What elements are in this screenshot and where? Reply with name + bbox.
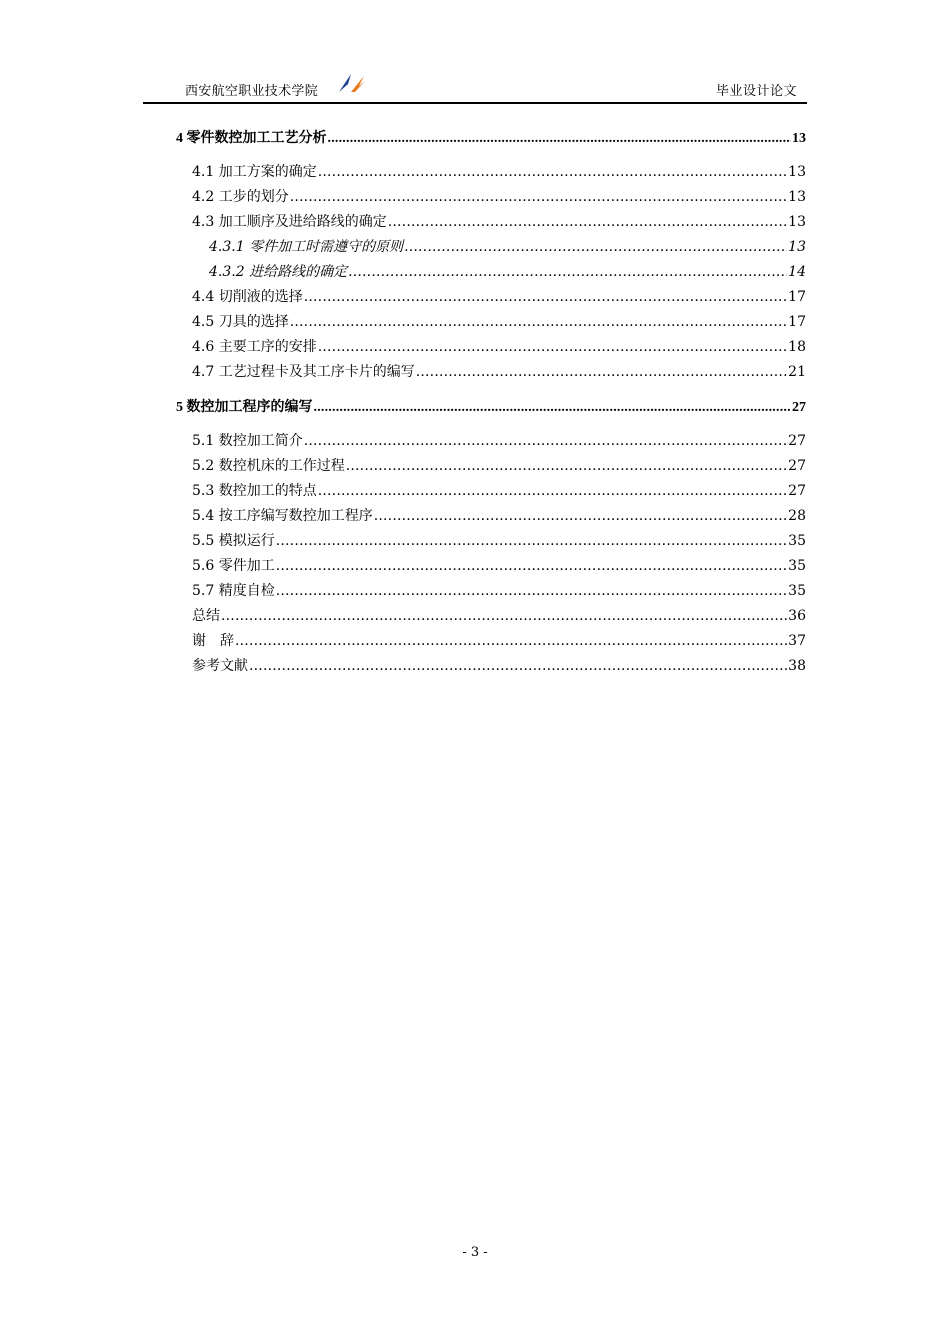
toc-entry[interactable] <box>176 160 806 185</box>
toc-entry[interactable] <box>176 579 806 604</box>
toc-entry-page: 13 <box>788 239 806 255</box>
toc-leader-dots <box>235 629 787 654</box>
toc-leader-dots <box>318 160 787 185</box>
toc-entry-page: 36 <box>788 608 806 624</box>
toc-entry-label: 4.7 工艺过程卡及其工序卡片的编写 <box>192 364 415 380</box>
toc-leader-dots <box>304 429 787 454</box>
toc-entry[interactable] <box>176 554 806 579</box>
toc-entry-page: 27 <box>792 400 806 415</box>
toc-leader-dots <box>328 126 792 151</box>
toc-entry-label: 5.2 数控机床的工作过程 <box>192 458 345 474</box>
toc-entry[interactable] <box>176 210 806 235</box>
toc-entry-label: 4.3.2 进给路线的确定 <box>209 264 348 280</box>
toc-entry-label: 5.5 模拟运行 <box>192 533 275 549</box>
toc-entry-label: 5.7 精度自检 <box>192 583 275 599</box>
toc-entry-label: 4.1 加工方案的确定 <box>192 164 317 180</box>
toc-entry-label: 4 零件数控加工工艺分析 <box>176 131 327 146</box>
toc-entry[interactable] <box>176 529 806 554</box>
toc-entry[interactable] <box>176 335 806 360</box>
toc-entry[interactable] <box>176 235 806 260</box>
toc-entry[interactable] <box>176 310 806 335</box>
toc-entry-label: 4.4 切削液的选择 <box>192 289 303 305</box>
toc-entry-label: 总结 <box>192 608 220 624</box>
toc-entry-page: 14 <box>788 264 806 280</box>
toc-entry[interactable] <box>176 429 806 454</box>
toc-leader-dots <box>304 285 787 310</box>
institution-name: 西安航空职业技术学院 <box>185 84 319 99</box>
toc-entry-page: 28 <box>788 508 806 524</box>
toc-entry[interactable] <box>176 604 806 629</box>
document-type: 毕业设计论文 <box>715 84 797 99</box>
toc-leader-dots <box>290 185 787 210</box>
toc-leader-dots <box>388 210 787 235</box>
toc-entry[interactable] <box>176 360 806 385</box>
toc-entry-page: 35 <box>788 583 806 599</box>
toc-leader-dots <box>276 554 787 579</box>
toc-entry-label: 5 数控加工程序的编写 <box>176 400 313 415</box>
toc-entry[interactable] <box>176 479 806 504</box>
toc-entry-page: 17 <box>788 314 806 330</box>
toc-leader-dots <box>221 604 787 629</box>
table-of-contents <box>176 126 806 679</box>
toc-entry-label: 谢 辞 <box>192 633 234 649</box>
toc-entry[interactable] <box>176 285 806 310</box>
toc-entry[interactable] <box>176 504 806 529</box>
toc-entry-page: 13 <box>792 131 806 146</box>
toc-entry-page: 37 <box>788 633 806 649</box>
toc-entry-page: 13 <box>788 164 806 180</box>
toc-entry[interactable] <box>176 454 806 479</box>
toc-entry[interactable] <box>176 395 806 420</box>
toc-entry[interactable] <box>176 126 806 151</box>
toc-entry-label: 4.3 加工顺序及进给路线的确定 <box>192 214 387 230</box>
toc-entry-page: 27 <box>788 483 806 499</box>
toc-entry-page: 27 <box>788 458 806 474</box>
toc-entry-page: 27 <box>788 433 806 449</box>
toc-entry[interactable] <box>176 629 806 654</box>
toc-leader-dots <box>290 310 787 335</box>
toc-leader-dots <box>276 529 787 554</box>
toc-leader-dots <box>276 579 787 604</box>
page-number: - 3 - <box>462 1245 488 1260</box>
toc-entry-label: 参考文献 <box>192 658 248 674</box>
toc-leader-dots <box>249 654 787 679</box>
toc-entry-label: 4.6 主要工序的安排 <box>192 339 317 355</box>
toc-leader-dots <box>314 395 792 420</box>
toc-entry-label: 5.4 按工序编写数控加工程序 <box>192 508 373 524</box>
toc-entry-page: 18 <box>788 339 806 355</box>
toc-entry-page: 35 <box>788 558 806 574</box>
toc-leader-dots <box>318 479 787 504</box>
toc-leader-dots <box>348 260 787 285</box>
toc-entry-label: 4.3.1 零件加工时需遵守的原则 <box>209 239 404 255</box>
toc-entry-page: 13 <box>788 214 806 230</box>
toc-leader-dots <box>318 335 787 360</box>
toc-entry-page: 35 <box>788 533 806 549</box>
toc-leader-dots <box>346 454 787 479</box>
toc-entry[interactable] <box>176 654 806 679</box>
toc-entry-label: 4.5 刀具的选择 <box>192 314 289 330</box>
toc-entry-page: 38 <box>788 658 806 674</box>
toc-entry-label: 5.1 数控加工简介 <box>192 433 303 449</box>
toc-entry-label: 5.6 零件加工 <box>192 558 275 574</box>
toc-entry[interactable] <box>176 260 806 285</box>
toc-leader-dots <box>404 235 787 260</box>
toc-entry-page: 21 <box>788 364 806 380</box>
toc-leader-dots <box>416 360 787 385</box>
institution-logo-icon <box>337 72 367 94</box>
toc-entry-label: 4.2 工步的划分 <box>192 189 289 205</box>
toc-entry-page: 13 <box>788 189 806 205</box>
page-header <box>143 70 807 104</box>
toc-entry[interactable] <box>176 185 806 210</box>
toc-entry-page: 17 <box>788 289 806 305</box>
toc-entry-label: 5.3 数控加工的特点 <box>192 483 317 499</box>
toc-leader-dots <box>374 504 787 529</box>
